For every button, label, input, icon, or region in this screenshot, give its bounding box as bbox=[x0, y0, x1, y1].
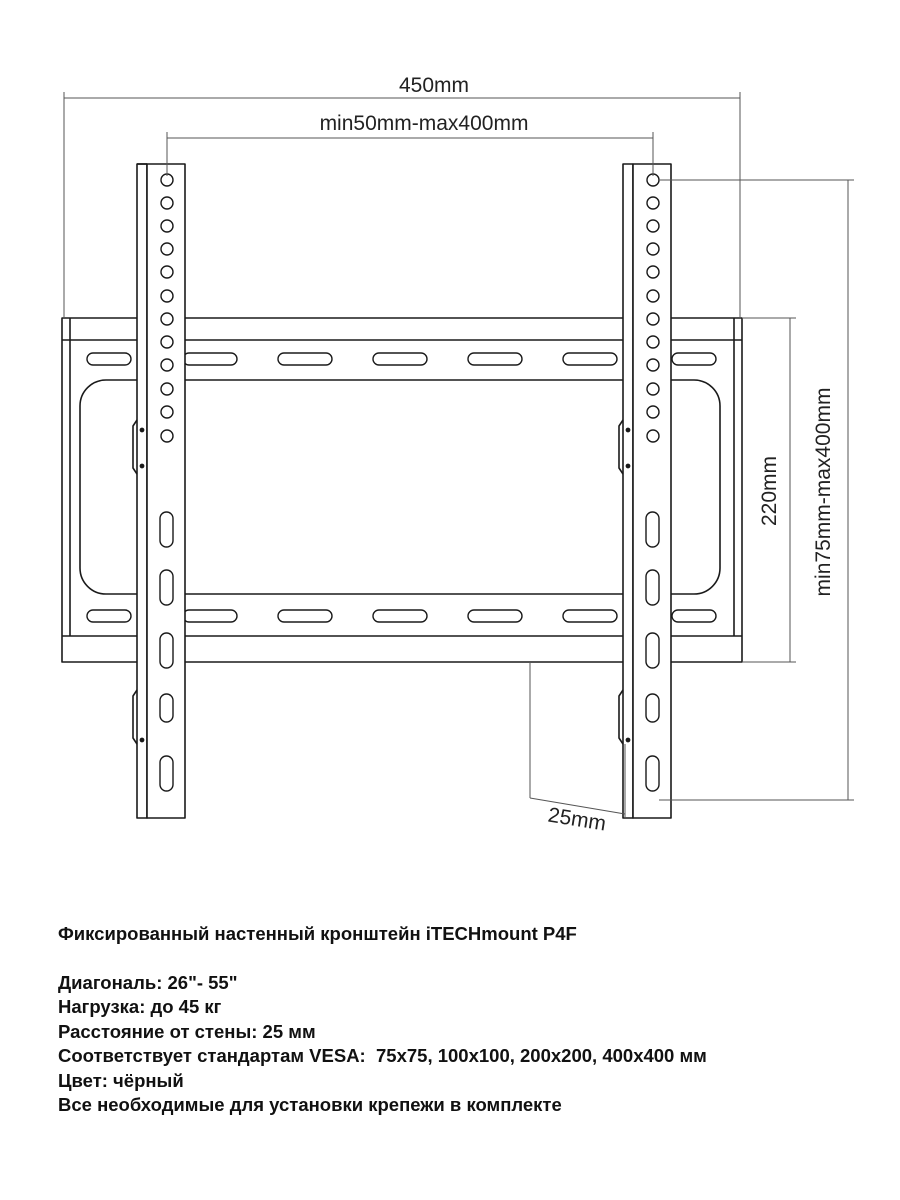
left-vertical-arm bbox=[133, 164, 185, 818]
product-title: Фиксированный настенный кронштейн iTECHmount P4F bbox=[58, 923, 577, 944]
spec-diagonal: Диагональ: 26"- 55" bbox=[58, 971, 238, 993]
dim-vesa-horizontal bbox=[167, 132, 653, 176]
label-total-width: 450mm bbox=[398, 74, 470, 97]
label-wall-distance: 25mm bbox=[546, 803, 608, 836]
spec-color: Цвет: чёрный bbox=[58, 1069, 184, 1091]
label-vesa-horizontal: min50mm-max400mm bbox=[319, 112, 529, 135]
label-plate-height: 220mm bbox=[758, 455, 781, 527]
right-vertical-arm bbox=[619, 164, 671, 818]
spec-load: Нагрузка: до 45 кг bbox=[58, 996, 222, 1017]
spec-wall-distance: Расстояние от стены: 25 мм bbox=[58, 1020, 316, 1042]
spec-block bbox=[58, 922, 858, 1118]
label-vesa-vertical: min75mm-max400mm bbox=[812, 387, 835, 597]
spec-vesa: Соответствует стандартам VESA: 75х75, 100х100, 200х200, 400х400 мм bbox=[58, 1045, 707, 1066]
dim-wall-distance bbox=[530, 662, 625, 818]
spec-hardware: Все необходимые для установки крепежи в комплекте bbox=[58, 1094, 562, 1115]
